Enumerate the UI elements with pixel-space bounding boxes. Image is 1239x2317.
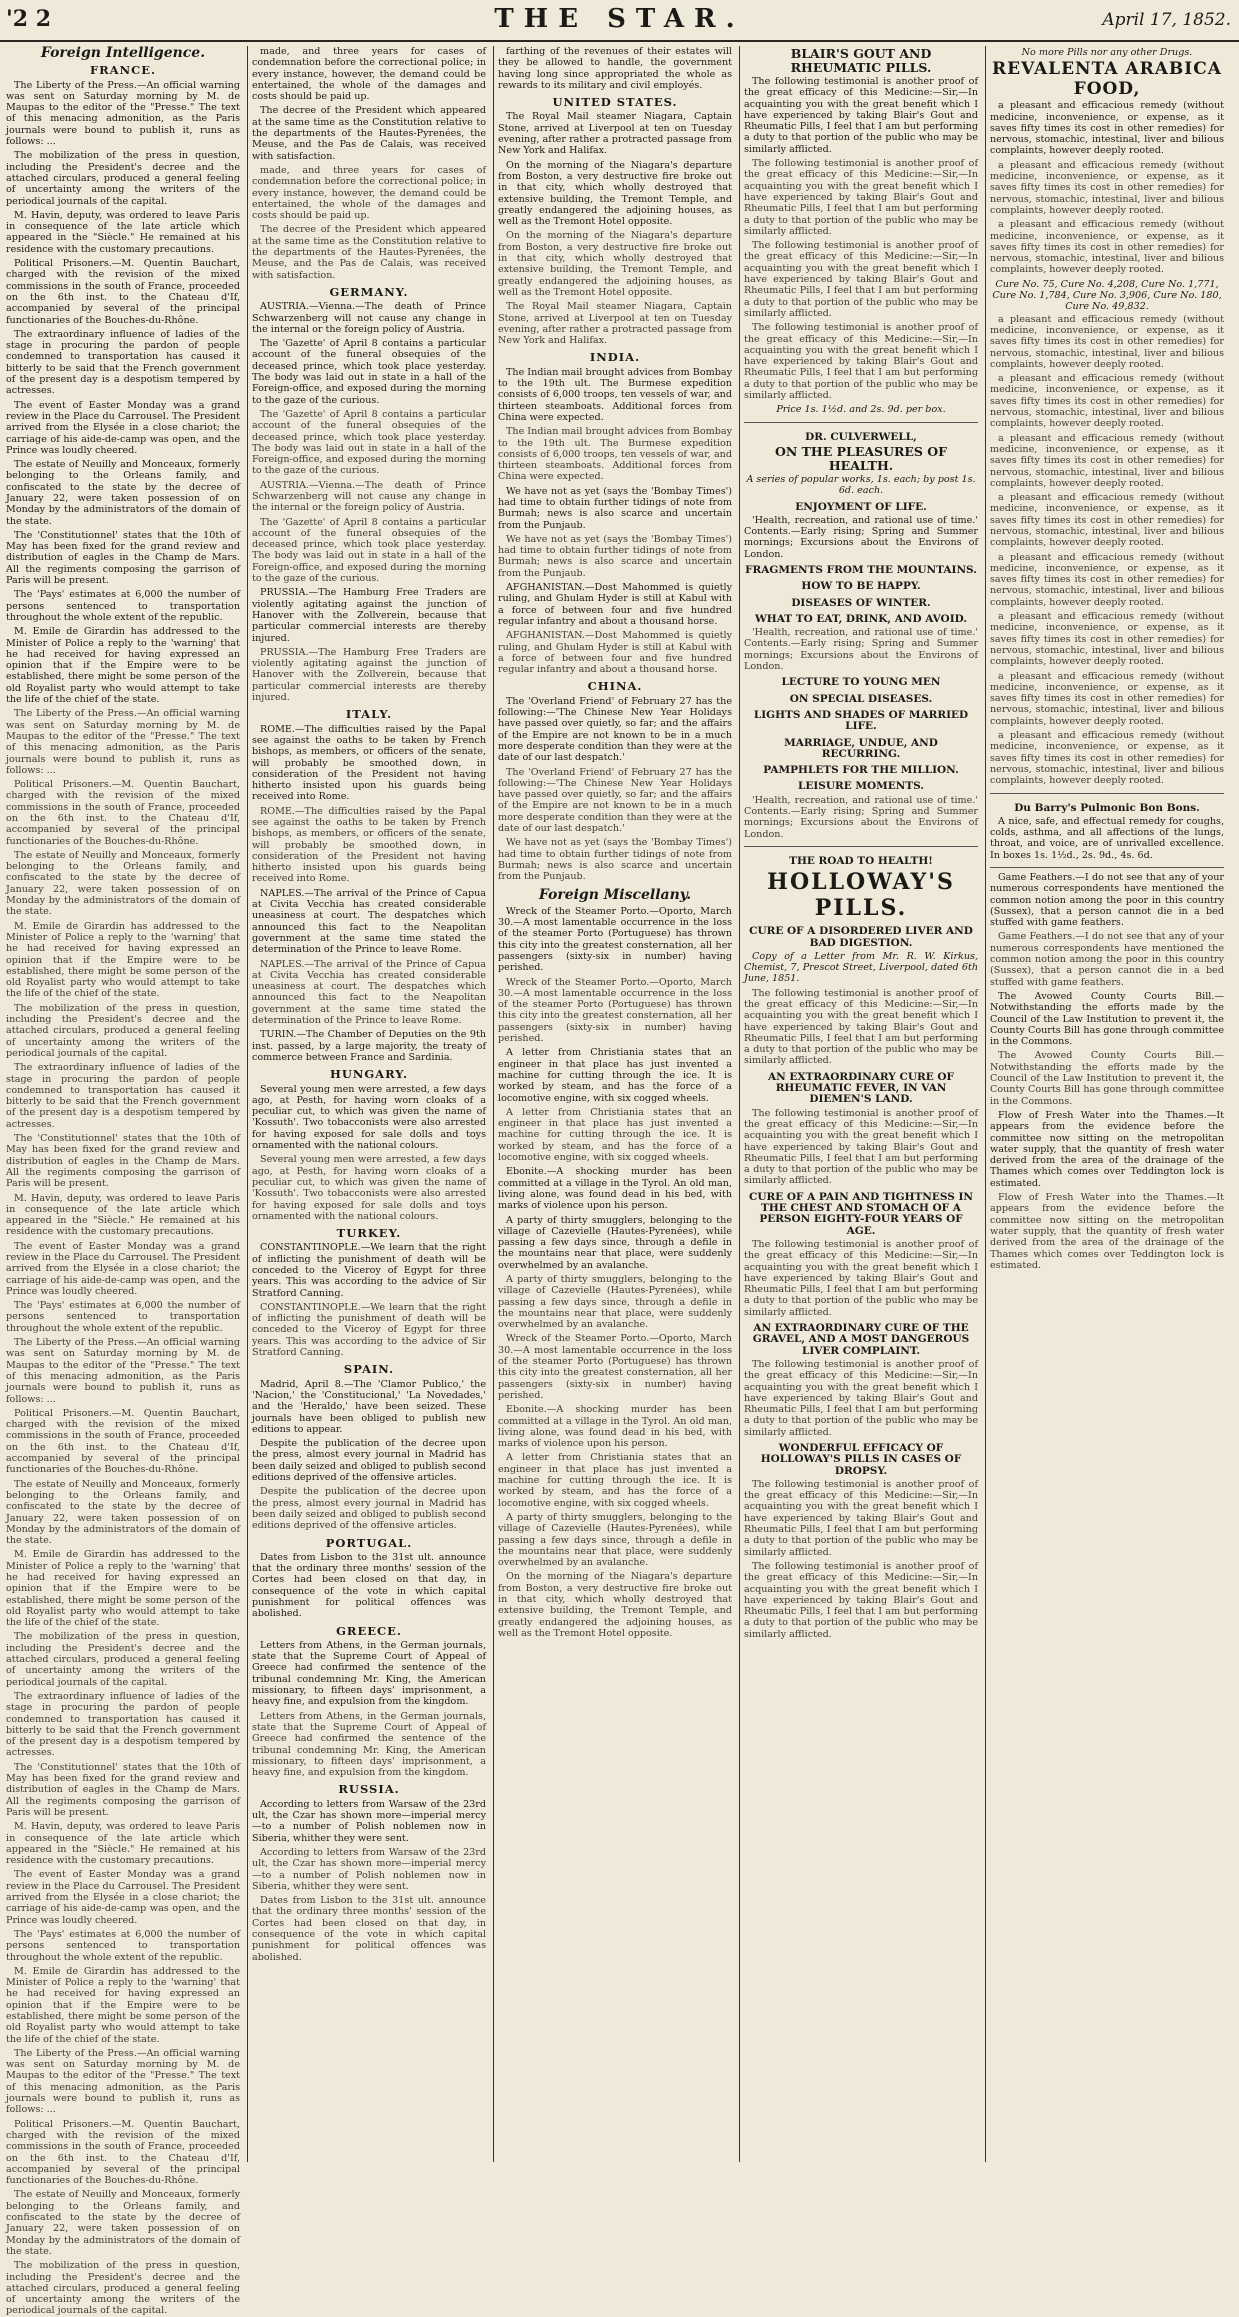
article-paragraph: NAPLES.—The arrival of the Prince of Capua at Civita Vecchia has created considerable uneasiness at court. The despatches which announced this fact to the Neapolitan government at the same time stated the determination of the Prince to leave Rome. xyxy=(252,958,486,1027)
section-heading: Foreign Miscellany. xyxy=(538,887,692,904)
ad-text: A nice, safe, and effectual remedy for coughs, colds, asthma, and all affections of the lungs, throat, and voice, are of unrivalled excellence. In boxes 1s. 1½d., 2s. 9d., 4s. 6d. xyxy=(990,815,1224,861)
ad-subtitle: WONDERFUL EFFICACY OF HOLLOWAY'S PILLS IN CASES OF DROPSY. xyxy=(760,1441,962,1477)
article-paragraph: M. Havin, deputy, was ordered to leave Paris in consequence of the late article which appeared in the "Siècle." He remained at his residence with the customary precautions. xyxy=(6,209,240,255)
article-paragraph: The event of Easter Monday was a grand review in the Place du Carrousel. The President arrived from the Elysée in a close chariot; the carriage of his aide-de-camp was open, and the Prince was loudly cheered. xyxy=(6,1240,240,1297)
ad-price: Price 1s. 1½d. and 2s. 9d. per box. xyxy=(776,404,946,416)
article-paragraph: The Liberty of the Press.—An official warning was sent on Saturday morning by M. de Maupas to the editor of the "Presse." The text of this menacing admonition, as the Paris journals were bound to publish it, runs as follows: ... xyxy=(6,1337,240,1405)
ad-heading: No more Pills nor any other Drugs. xyxy=(1021,47,1193,58)
article-paragraph: According to letters from Warsaw of the 23rd ult, the Czar has shown more—imperial mercy—to a number of Polish noblemen now in Siberia, whither they were sent. xyxy=(252,1798,486,1844)
article-paragraph: The decree of the President which appeared at the same time as the Constitution relative to the departments of the Hautes-Pyrenées, the Meuse, and the Pas de Calais, was received with satisfaction. xyxy=(252,105,486,162)
article-paragraph: AUSTRIA.—Vienna.—The death of Prince Schwarzenberg will not cause any change in the internal or the foreign policy of Austria. xyxy=(252,479,486,514)
article-paragraph: The Royal Mail steamer Niagara, Captain Stone, arrived at Liverpool at ten on Tuesday evening, after rather a protracted passage from New York and Halifax. xyxy=(498,111,732,157)
article-paragraph: A letter from Christiania states that an engineer in that place has just invented a machine for cutting through the ice. It is worked by steam, and has the force of a locomotive engine, with six cogged wheels. xyxy=(498,1452,732,1509)
article-paragraph: The decree of the President which appeared at the same time as the Constitution relative to the departments of the Hautes-Pyrenées, the Meuse, and the Pas de Calais, was received with satisfaction. xyxy=(252,224,486,281)
country-heading: GREECE. xyxy=(336,1623,402,1638)
column-4 xyxy=(744,46,978,2162)
article-paragraph: The extraordinary influence of ladies of the stage in procuring the pardon of people condemned to transportation has caused it bitterly to be said that the French government of the present day is a despotism tempered by actresses. xyxy=(6,1062,240,1130)
article-paragraph: According to letters from Warsaw of the 23rd ult, the Czar has shown more—imperial mercy—to a number of Polish noblemen now in Siberia, whither they were sent. xyxy=(252,1846,486,1892)
article-paragraph: On the morning of the Niagara's departure from Boston, a very destructive fire broke out in that city, which wholly destroyed that extensive building, the Tremont Temple, and greatly endangered the adjoining houses, as well as the Tremont Hotel opposite. xyxy=(498,230,732,298)
article-paragraph: Wreck of the Steamer Porto.—Oporto, March 30.—A most lamentable occurrence in the loss of the steamer Porto (Portuguese) has thrown this city into the greatest consternation, all her passengers (sixty-six in number) having perished. xyxy=(498,1333,732,1401)
ad-heading: DR. CULVERWELL, xyxy=(805,430,917,443)
column-2 xyxy=(252,46,486,2162)
article-paragraph: A party of thirty smugglers, belonging to the village of Cazevielle (Hautes-Pyrenées), while passing a few days since, through a defile in the mountains near that place, were suddenly overwhelmed by an avalanche. xyxy=(498,1511,732,1569)
ad-title: BLAIR'S GOUT AND RHEUMATIC PILLS. xyxy=(790,46,932,75)
article-paragraph: The 'Overland Friend' of February 27 has the following:—'The Chinese New Year Holidays have passed over quietly, so far; and the affairs of the Empire are not known to be in a much more desperate condition than they were at the date of our last despatch.' xyxy=(498,766,732,834)
ad-title: Du Barry's Pulmonic Bon Bons. xyxy=(1014,801,1200,814)
article-paragraph: The Liberty of the Press.—An official warning was sent on Saturday morning by M. de Maupas to the editor of the "Presse." The text of this menacing admonition, as the Paris journals were bound to publish it, runs as follows: ... xyxy=(6,708,240,776)
ad-heading: THE ROAD TO HEALTH! xyxy=(789,854,933,867)
ad-text: Copy of a Letter from Mr. R. W. Kirkus, Chemist, 7, Prescot Street, Liverpool, dated 6th June, 1851. xyxy=(744,950,978,985)
ad-part: MARRIAGE, UNDUE, AND RECURRING. xyxy=(784,736,938,760)
ad-title: ON THE PLEASURES OF HEALTH. xyxy=(774,443,948,473)
ad-text: a pleasant and efficacious remedy (without medicine, inconvenience, or expense, as it saves fifty times its cost in other remedies) for nervous, stomachic, intestinal, liver and bilious complaints, however deeply rooted. xyxy=(990,730,1224,787)
article-paragraph: We have not as yet (says the 'Bombay Times') had time to obtain further tidings of note from Burmah; news is also scarce and uncertain from the Punjaub. xyxy=(498,837,732,883)
article-paragraph: Letters from Athens, in the German journals, state that the Supreme Court of Appeal of Greece had confirmed the sentence of the tribunal condemning Mr. King, the American missionary, to fifteen days' imprisonment, a heavy fine, and expulsion from the kingdom. xyxy=(252,1639,486,1708)
ad-part: LECTURE TO YOUNG MEN xyxy=(781,676,941,689)
ad-text: The following testimonial is another proof of the great efficacy of this Medicine:—Sir,—In acquainting you with the great benefit which I have experienced by taking Blair's Gout and Rheumatic Pills, I feel that I am but performing a duty to that portion of the public who may be similarly afflicted. xyxy=(744,76,978,155)
article-paragraph: Ebonite.—A shocking murder has been committed at a village in the Tyrol. An old man, living alone, was found dead in his bed, with marks of violence upon his person. xyxy=(498,1166,732,1212)
article-paragraph: A letter from Christiania states that an engineer in that place has just invented a machine for cutting through the ice. It is worked by steam, and has the force of a locomotive engine, with six cogged wheels. xyxy=(498,1106,732,1164)
article-paragraph: The estate of Neuilly and Monceaux, formerly belonging to the Orleans family, and confiscated to the state by the decree of January 22, were taken possession of on Monday by the administrators of the domain of the state. xyxy=(6,849,240,918)
ad-subtitle: AN EXTRAORDINARY CURE OF RHEUMATIC FEVER, IN VAN DIEMEN'S LAND. xyxy=(768,1070,954,1106)
ad-part: LIGHTS AND SHADES OF MARRIED LIFE. xyxy=(753,708,969,733)
article-paragraph: AFGHANISTAN.—Dost Mahommed is quietly ruling, and Ghulam Hyder is still at Kabul with a force of between four and five hundred regular infantry and about a thousand horse. xyxy=(498,582,732,627)
ad-text: The following testimonial is another proof of the great efficacy of this Medicine:—Sir,—In acquainting you with the great benefit which I have experienced by taking Blair's Gout and Rheumatic Pills, I feel that I am but performing a duty to that portion of the public who may be similarly afflicted. xyxy=(744,1358,978,1438)
miscellany xyxy=(990,867,1224,1271)
country-heading: RUSSIA. xyxy=(338,1782,400,1797)
article-paragraph: Wreck of the Steamer Porto.—Oporto, March 30.—A most lamentable occurrence in the loss of the steamer Porto (Portuguese) has thrown this city into the greatest consternation, all her passengers (sixty-six in number) having perished. xyxy=(498,976,732,1045)
article-paragraph: The 'Constitutionnel' states that the 10th of May has been fixed for the grand review and distribution of eagles in the Champ de Mars. All the regiments composing the garrison of Paris will be present. xyxy=(6,1133,240,1190)
article-paragraph: The extraordinary influence of ladies of the stage in procuring the pardon of people condemned to transportation has caused it bitterly to be said that the French government of the present day is a despotism tempered by actresses. xyxy=(6,328,240,397)
article-paragraph: Political Prisoners.—M. Quentin Bauchart, charged with the revision of the mixed commissions in the south of France, proceeded on the 6th inst. to the Chateau d'If, accompanied by several of the principal functionaries of the Bouches-du-Rhône. xyxy=(6,258,240,326)
country-heading: HUNGARY. xyxy=(329,1067,409,1082)
article-paragraph: M. Emile de Girardin has addressed to the Minister of Police a reply to the 'warning' that he had received for having expressed an opinion that if the Empire were to be established, there might be some person of the old Royalist party who would attempt to take the life of the chief of the state. xyxy=(6,1549,240,1629)
article-paragraph: M. Emile de Girardin has addressed to the Minister of Police a reply to the 'warning' that he had received for having expressed an opinion that if the Empire were to be established, there might be some person of the old Royalist party who would attempt to take the life of the chief of the state. xyxy=(6,920,240,1000)
article-paragraph: Madrid, April 8.—The 'Clamor Publico,' the 'Nacion,' the 'Constitucional,' 'La Novedades,' and the 'Heraldo,' have been seized. These journals have been obliged to publish new editions to appear. xyxy=(252,1378,486,1435)
advertisement xyxy=(744,846,978,1640)
ad-text: a pleasant and efficacious remedy (without medicine, inconvenience, or expense, as it saves fifty times its cost in other remedies) for nervous, stomachic, intestinal, liver and bilious complaints, however deeply rooted. xyxy=(990,432,1224,489)
ad-part: PAMPHLETS FOR THE MILLION. xyxy=(763,764,959,777)
country-heading: SPAIN. xyxy=(343,1362,395,1377)
article-paragraph: The 'Gazette' of April 8 contains a particular account of the funeral obsequies of the deceased prince, which took place yesterday. The body was laid out in state in a hall of the Foreign-office, and exposed during the morning to the gaze of the curious. xyxy=(252,408,486,477)
ad-part: HOW TO BE HAPPY. xyxy=(801,580,921,593)
ad-part: FRAGMENTS FROM THE MOUNTAINS. xyxy=(745,563,977,576)
article-paragraph: Despite the publication of the decree upon the press, almost every journal in Madrid has been daily seized and obliged to publish second editions deprived of the offensive articles. xyxy=(252,1486,486,1532)
ad-subtitle: CURE OF A PAIN AND TIGHTNESS IN THE CHEST AND STOMACH OF A PERSON EIGHTY-FOUR YEARS OF AGE. xyxy=(748,1190,974,1237)
ad-text: a pleasant and efficacious remedy (without medicine, inconvenience, or expense, as it saves fifty times its cost in other remedies) for nervous, stomachic, intestinal, liver and bilious complaints, however deeply rooted. xyxy=(990,313,1224,370)
section-heading: Foreign Intelligence. xyxy=(40,45,206,61)
article-paragraph: made, and three years for cases of condemnation before the correctional police; in every instance, however, the demand could be entertained, the whole of the damages and costs should be paid up. xyxy=(252,46,486,103)
article-paragraph: The estate of Neuilly and Monceaux, formerly belonging to the Orleans family, and confiscated to the state by the decree of January 22, were taken possession of on Monday by the administrators of the domain of the state. xyxy=(6,2189,240,2257)
ad-subtitle: A series of popular works, 1s. each; by post 1s. 6d. each. xyxy=(746,473,976,497)
ad-text: The following testimonial is another proof of the great efficacy of this Medicine:—Sir,—In acquainting you with the great benefit which I have experienced by taking Blair's Gout and Rheumatic Pills, I feel that I am but performing a duty to that portion of the public who may be similarly afflicted. xyxy=(744,322,978,402)
article-paragraph: The Avowed County Courts Bill.—Notwithstanding the efforts made by the Council of the Law Institution to prevent it, the County Courts Bill has gone through committee in the Commons. xyxy=(990,990,1224,1048)
ad-text: 'Health, recreation, and rational use of time.' Contents.—Early rising; Spring and Summer mornings; Excursions about the Environs of London. xyxy=(744,627,978,673)
article-paragraph: The estate of Neuilly and Monceaux, formerly belonging to the Orleans family, and confiscated to the state by the decree of January 22, were taken possession of on Monday by the administrators of the domain of the state. xyxy=(6,1478,240,1547)
ad-part: DISEASES OF WINTER. xyxy=(791,596,931,609)
article-paragraph: made, and three years for cases of condemnation before the correctional police; in every instance, however, the demand could be entertained, the whole of the damages and costs should be paid up. xyxy=(252,164,486,222)
article-paragraph: The Indian mail brought advices from Bombay to the 19th ult. The Burmese expedition consists of 6,000 troops, ten vessels of war, and thirteen steamboats. Additional forces from China were expected. xyxy=(498,426,732,483)
column-1 xyxy=(6,45,240,2317)
article-paragraph: PRUSSIA.—The Hamburg Free Traders are violently agitating against the junction of Hanover with the Zollverein, because that particular commercial interests are thereby injured. xyxy=(252,646,486,704)
article-paragraph: The 'Gazette' of April 8 contains a particular account of the funeral obsequies of the deceased prince, which took place yesterday. The body was laid out in state in a hall of the Foreign-office, and exposed during the morning to the gaze of the curious. xyxy=(252,338,486,406)
country-heading: CHINA. xyxy=(587,679,643,694)
advertisement xyxy=(744,422,978,840)
ad-text: a pleasant and efficacious remedy (without medicine, inconvenience, or expense, as it saves fifty times its cost in other remedies) for nervous, stomachic, intestinal, liver and bilious complaints, however deeply rooted. xyxy=(990,159,1224,216)
paper-title: THE STAR. xyxy=(494,4,745,34)
ad-text: a pleasant and efficacious remedy (without medicine, inconvenience, or expense, as it saves fifty times its cost in other remedies) for nervous, stomachic, intestinal, liver and bilious complaints, however deeply rooted. xyxy=(990,100,1224,157)
article-paragraph: The Avowed County Courts Bill.—Notwithstanding the efforts made by the Council of the Law Institution to prevent it, the County Courts Bill has gone through committee in the Commons. xyxy=(990,1050,1224,1107)
article-paragraph: Game Feathers.—I do not see that any of your numerous correspondents have mentioned the common notion among the poor in this country (Sussex), that a person cannot die in a bed stuffed with game feathers. xyxy=(990,931,1224,988)
ad-part: ON SPECIAL DISEASES. xyxy=(789,692,933,705)
article-paragraph: AFGHANISTAN.—Dost Mahommed is quietly ruling, and Ghulam Hyder is still at Kabul with a force of between four and five hundred regular infantry and about a thousand horse. xyxy=(498,630,732,676)
article-paragraph: CONSTANTINOPLE.—We learn that the right of inflicting the punishment of death will be conceded to the Viceroy of Egypt for three years. This was according to the advice of Sir Stratford Canning. xyxy=(252,1301,486,1359)
article-paragraph: M. Havin, deputy, was ordered to leave Paris in consequence of the late article which appeared in the "Siècle." He remained at his residence with the customary precautions. xyxy=(6,1192,240,1238)
article-paragraph: The event of Easter Monday was a grand review in the Place du Carrousel. The President arrived from the Elysée in a close chariot; the carriage of his aide-de-camp was open, and the Prince was loudly cheered. xyxy=(6,1869,240,1926)
article-paragraph: TURIN.—The Chamber of Deputies on the 9th inst. passed, by a large majority, the treaty of commerce between France and Sardinia. xyxy=(252,1029,486,1063)
article-paragraph: Ebonite.—A shocking murder has been committed at a village in the Tyrol. An old man, living alone, was found dead in his bed, with marks of violence upon his person. xyxy=(498,1404,732,1450)
article-paragraph: Dates from Lisbon to the 31st ult. announce that the ordinary three months' session of the Cortes had been closed on that day, in consequence of the vote in which capital punishment for political offences was abolished. xyxy=(252,1551,486,1620)
ad-text: The following testimonial is another proof of the great efficacy of this Medicine:—Sir,—In acquainting you with the great benefit which I have experienced by taking Blair's Gout and Rheumatic Pills, I feel that I am but performing a duty to that portion of the public who may be similarly afflicted. xyxy=(744,1238,978,1318)
ad-cures: Cure No. 75, Cure No. 4,208, Cure No. 1,771, Cure No. 1,784, Cure No. 3,906, Cure No. 180, Cure No. 49,832. xyxy=(992,278,1222,313)
article-paragraph: A party of thirty smugglers, belonging to the village of Cazevielle (Hautes-Pyrenées), while passing a few days since, through a defile in the mountains near that place, were suddenly overwhelmed by an avalanche. xyxy=(498,1273,732,1331)
article-paragraph: AUSTRIA.—Vienna.—The death of Prince Schwarzenberg will not cause any change in the internal or the foreign policy of Austria. xyxy=(252,301,486,335)
ad-text: a pleasant and efficacious remedy (without medicine, inconvenience, or expense, as it saves fifty times its cost in other remedies) for nervous, stomachic, intestinal, liver and bilious complaints, however deeply rooted. xyxy=(990,219,1224,276)
article-paragraph: ROME.—The difficulties raised by the Papal see against the oaths to be taken by French bishops, as members, or officers of the senate, will probably be smoothed down, in consideration of the President not having hitherto insisted upon his guards being received into Rome. xyxy=(252,805,486,885)
article-paragraph: Game Feathers.—I do not see that any of your numerous correspondents have mentioned the common notion among the poor in this country (Sussex), that a person cannot die in a bed stuffed with game feathers. xyxy=(990,872,1224,929)
ad-title: HOLLOWAY'S PILLS. xyxy=(767,869,955,922)
ad-text: 'Health, recreation, and rational use of time.' Contents.—Early rising; Spring and Summer mornings; Excursions about the Environs of London. xyxy=(744,794,978,840)
article-paragraph: NAPLES.—The arrival of the Prince of Capua at Civita Vecchia has created considerable uneasiness at court. The despatches which announced this fact to the Neapolitan government at the same time stated the determination of the Prince to leave Rome. xyxy=(252,887,486,956)
article-paragraph: A party of thirty smugglers, belonging to the village of Cazevielle (Hautes-Pyrenées), while passing a few days since, through a defile in the mountains near that place, were suddenly overwhelmed by an avalanche. xyxy=(498,1214,732,1271)
article-paragraph: A letter from Christiania states that an engineer in that place has just invented a machine for cutting through the ice. It is worked by steam, and has the force of a locomotive engine, with six cogged wheels. xyxy=(498,1047,732,1104)
article-paragraph: On the morning of the Niagara's departure from Boston, a very destructive fire broke out in that city, which wholly destroyed that extensive building, the Tremont Temple, and greatly endangered the adjoining houses, as well as the Tremont Hotel opposite. xyxy=(498,1571,732,1639)
ad-title: REVALENTA ARABICA FOOD, xyxy=(992,59,1222,100)
ad-part: LEISURE MOMENTS. xyxy=(797,780,925,793)
article-paragraph: M. Havin, deputy, was ordered to leave Paris in consequence of the late article which appeared in the "Siècle." He remained at his residence with the customary precautions. xyxy=(6,1821,240,1867)
article-paragraph: farthing of the revenues of their estates will they be allowed to handle, the government having long since appropriated the whole as rewards to its military and civil employés. xyxy=(498,46,732,91)
columns xyxy=(4,45,1235,2317)
article-paragraph: The mobilization of the press in question, including the President's decree and the attached circulars, produced a general feeling of uncertainty among the writers of the periodical journals of the capital. xyxy=(6,2260,240,2317)
ad-text: The following testimonial is another proof of the great efficacy of this Medicine:—Sir,—In acquainting you with the great benefit which I have experienced by taking Blair's Gout and Rheumatic Pills, I feel that I am but performing a duty to that portion of the public who may be similarly afflicted. xyxy=(744,1107,978,1187)
ad-text: The following testimonial is another proof of the great efficacy of this Medicine:—Sir,—In acquainting you with the great benefit which I have experienced by taking Blair's Gout and Rheumatic Pills, I feel that I am but performing a duty to that portion of the public who may be similarly afflicted. xyxy=(744,1478,978,1558)
ad-subtitle: CURE OF A DISORDERED LIVER AND BAD DIGESTION. xyxy=(749,925,973,949)
column-3 xyxy=(498,46,732,2162)
article-paragraph: We have not as yet (says the 'Bombay Times') had time to obtain further tidings of note from Burmah; news is also scarce and uncertain from the Punjaub. xyxy=(498,485,732,531)
country-heading: PORTUGAL. xyxy=(325,1535,413,1550)
article-paragraph: Flow of Fresh Water into the Thames.—It appears from the evidence before the committee now sitting on the metropolitan water supply, that the quantity of fresh water derived from the area of the drainage of the Thames which comes over Teddington lock is estimated. xyxy=(990,1192,1224,1271)
article-paragraph: The 'Pays' estimates at 6,000 the number of persons sentenced to transportation throughout the whole extent of the republic. xyxy=(6,1300,240,1334)
article-paragraph: The 'Pays' estimates at 6,000 the number of persons sentenced to transportation throughout the whole extent of the republic. xyxy=(6,1928,240,1963)
ad-text: The following testimonial is another proof of the great efficacy of this Medicine:—Sir,—In acquainting you with the great benefit which I have experienced by taking Blair's Gout and Rheumatic Pills, I feel that I am but performing a duty to that portion of the public who may be similarly afflicted. xyxy=(744,987,978,1067)
article-paragraph: We have not as yet (says the 'Bombay Times') had time to obtain further tidings of note from Burmah; news is also scarce and uncertain from the Punjaub. xyxy=(498,533,732,579)
article-paragraph: Political Prisoners.—M. Quentin Bauchart, charged with the revision of the mixed commissions in the south of France, proceeded on the 6th inst. to the Chateau d'If, accompanied by several of the principal functionaries of the Bouches-du-Rhône. xyxy=(6,2118,240,2187)
article-paragraph: Flow of Fresh Water into the Thames.—It appears from the evidence before the committee now sitting on the metropolitan water supply, that the quantity of fresh water derived from the area of the drainage of the Thames which comes over Teddington lock is estimated. xyxy=(990,1109,1224,1189)
article-paragraph: Wreck of the Steamer Porto.—Oporto, March 30.—A most lamentable occurrence in the loss of the steamer Porto (Portuguese) has thrown this city into the greatest consternation, all her passengers (sixty-six in number) having perished. xyxy=(498,905,732,974)
ad-subtitle: AN EXTRAORDINARY CURE OF THE GRAVEL, AND A MOST DANGEROUS LIVER COMPLAINT. xyxy=(752,1322,970,1357)
article-paragraph: The mobilization of the press in question, including the President's decree and the attached circulars, produced a general feeling of uncertainty among the writers of the periodical journals of the capital. xyxy=(6,1002,240,1059)
ad-text: 'Health, recreation, and rational use of time.' Contents.—Early rising; Spring and Summer mornings; Excursions about the Environs of London. xyxy=(744,514,978,560)
ad-text: a pleasant and efficacious remedy (without medicine, inconvenience, or expense, as it saves fifty times its cost in other remedies) for nervous, stomachic, intestinal, liver and bilious complaints, however deeply rooted. xyxy=(990,670,1224,727)
column-rule xyxy=(493,46,494,2162)
country-heading: ITALY. xyxy=(345,707,393,722)
article-paragraph: Political Prisoners.—M. Quentin Bauchart, charged with the revision of the mixed commissions in the south of France, proceeded on the 6th inst. to the Chateau d'If, accompanied by several of the principal functionaries of the Bouches-du-Rhône. xyxy=(6,1407,240,1476)
ad-text: a pleasant and efficacious remedy (without medicine, inconvenience, or expense, as it saves fifty times its cost in other remedies) for nervous, stomachic, intestinal, liver and bilious complaints, however deeply rooted. xyxy=(990,492,1224,549)
ad-part: WHAT TO EAT, DRINK, AND AVOID. xyxy=(755,612,967,625)
article-paragraph: The Indian mail brought advices from Bombay to the 19th ult. The Burmese expedition consists of 6,000 troops, ten vessels of war, and thirteen steamboats. Additional forces from China were expected. xyxy=(498,366,732,423)
article-paragraph: M. Emile de Girardin has addressed to the Minister of Police a reply to the 'warning' that he had received for having expressed an opinion that if the Empire were to be established, there might be some person of the old Royalist party who would attempt to take the life of the chief of the state. xyxy=(6,1965,240,2045)
article-paragraph: PRUSSIA.—The Hamburg Free Traders are violently agitating against the junction of Hanover with the Zollverein, because that particular commercial interests are thereby injured. xyxy=(252,587,486,644)
country-heading: FRANCE. xyxy=(89,63,157,78)
article-paragraph: The Liberty of the Press.—An official warning was sent on Saturday morning by M. de Maupas to the editor of the "Presse." The text of this menacing admonition, as the Paris journals were bound to publish it, runs as follows: ... xyxy=(6,2047,240,2116)
country-heading: UNITED STATES. xyxy=(552,95,678,110)
ad-text: The following testimonial is another proof of the great efficacy of this Medicine:—Sir,—In acquainting you with the great benefit which I have experienced by taking Blair's Gout and Rheumatic Pills, I feel that I am but performing a duty to that portion of the public who may be similarly afflicted. xyxy=(744,158,978,237)
ad-text: The following testimonial is another proof of the great efficacy of this Medicine:—Sir,—In acquainting you with the great benefit which I have experienced by taking Blair's Gout and Rheumatic Pills, I feel that I am but performing a duty to that portion of the public who may be similarly afflicted. xyxy=(744,1560,978,1640)
article-paragraph: The mobilization of the press in question, including the President's decree and the attached circulars, produced a general feeling of uncertainty among the writers of the periodical journals of the capital. xyxy=(6,150,240,207)
article-paragraph: Dates from Lisbon to the 31st ult. announce that the ordinary three months' session of the Cortes had been closed on that day, in consequence of the vote in which capital punishment for political offences was abolished. xyxy=(252,1895,486,1963)
issue-date: April 17, 1852. xyxy=(1102,10,1231,30)
country-heading: INDIA. xyxy=(589,350,641,365)
article-paragraph: Several young men were arrested, a few days ago, at Pesth, for having worn cloaks of a peculiar cut, to which was given the name of 'Kossuth'. Two tobacconists were also arrested for having exposed for sale dolls and toys ornamented with the national colours. xyxy=(252,1083,486,1152)
article-paragraph: CONSTANTINOPLE.—We learn that the right of inflicting the punishment of death will be conceded to the Viceroy of Egypt for three years. This was according to the advice of Sir Stratford Canning. xyxy=(252,1242,486,1299)
column-rule xyxy=(739,46,740,2162)
column-rule xyxy=(247,46,248,2162)
article-paragraph: The 'Pays' estimates at 6,000 the number of persons sentenced to transportation throughout the whole extent of the republic. xyxy=(6,589,240,623)
article-paragraph: Several young men were arrested, a few days ago, at Pesth, for having worn cloaks of a peculiar cut, to which was given the name of 'Kossuth'. Two tobacconists were also arrested for having exposed for sale dolls and toys ornamented with the national colours. xyxy=(252,1154,486,1222)
article-paragraph: On the morning of the Niagara's departure from Boston, a very destructive fire broke out in that city, which wholly destroyed that extensive building, the Tremont Temple, and greatly endangered the adjoining houses, as well as the Tremont Hotel opposite. xyxy=(498,159,732,228)
article-paragraph: Letters from Athens, in the German journals, state that the Supreme Court of Appeal of Greece had confirmed the sentence of the tribunal condemning Mr. King, the American missionary, to fifteen days' imprisonment, a heavy fine, and expulsion from the kingdom. xyxy=(252,1710,486,1779)
ad-text: a pleasant and efficacious remedy (without medicine, inconvenience, or expense, as it saves fifty times its cost in other remedies) for nervous, stomachic, intestinal, liver and bilious complaints, however deeply rooted. xyxy=(990,611,1224,668)
article-paragraph: M. Emile de Girardin has addressed to the Minister of Police a reply to the 'warning' that he had received for having expressed an opinion that if the Empire were to be established, there might be some person of the old Royalist party who would attempt to take the life of the chief of the state. xyxy=(6,626,240,706)
article-paragraph: ROME.—The difficulties raised by the Papal see against the oaths to be taken by French bishops, as members, or officers of the senate, will probably be smoothed down, in consideration of the President not having hitherto insisted upon his guards being received into Rome. xyxy=(252,723,486,803)
article-paragraph: The estate of Neuilly and Monceaux, formerly belonging to the Orleans family, and confiscated to the state by the decree of January 22, were taken possession of on Monday by the administrators of the domain of the state. xyxy=(6,459,240,527)
article-paragraph: The extraordinary influence of ladies of the stage in procuring the pardon of people condemned to transportation has caused it bitterly to be said that the French government of the present day is a despotism tempered by actresses. xyxy=(6,1690,240,1759)
article-paragraph: The Royal Mail steamer Niagara, Captain Stone, arrived at Liverpool at ten on Tuesday evening, after rather a protracted passage from New York and Halifax. xyxy=(498,301,732,347)
page-number: '2 2 xyxy=(6,6,52,32)
ad-part: ENJOYMENT OF LIFE. xyxy=(795,500,927,513)
masthead xyxy=(0,0,1239,42)
article-paragraph: The mobilization of the press in question, including the President's decree and the attached circulars, produced a general feeling of uncertainty among the writers of the periodical journals of the capital. xyxy=(6,1631,240,1688)
article-paragraph: The 'Gazette' of April 8 contains a particular account of the funeral obsequies of the deceased prince, which took place yesterday. The body was laid out in state in a hall of the Foreign-office, and exposed during the morning to the gaze of the curious. xyxy=(252,516,486,585)
ad-text: The following testimonial is another proof of the great efficacy of this Medicine:—Sir,—In acquainting you with the great benefit which I have experienced by taking Blair's Gout and Rheumatic Pills, I feel that I am but performing a duty to that portion of the public who may be similarly afflicted. xyxy=(744,240,978,319)
article-paragraph: The 'Overland Friend' of February 27 has the following:—'The Chinese New Year Holidays have passed over quietly, so far; and the affairs of the Empire are not known to be in a much more desperate condition than they were at the date of our last despatch.' xyxy=(498,695,732,764)
article-paragraph: The Liberty of the Press.—An official warning was sent on Saturday morning by M. de Maupas to the editor of the "Presse." The text of this menacing admonition, as the Paris journals were bound to publish it, runs as follows: ... xyxy=(6,79,240,148)
country-heading: GERMANY. xyxy=(329,284,409,299)
article-paragraph: The 'Constitutionnel' states that the 10th of May has been fixed for the grand review and distribution of eagles in the Champ de Mars. All the regiments composing the garrison of Paris will be present. xyxy=(6,529,240,587)
advertisement xyxy=(990,793,1224,861)
article-paragraph: Despite the publication of the decree upon the press, almost every journal in Madrid has been daily seized and obliged to publish second editions deprived of the offensive articles. xyxy=(252,1438,486,1484)
country-heading: TURKEY. xyxy=(336,1226,402,1241)
ad-text: a pleasant and efficacious remedy (without medicine, inconvenience, or expense, as it saves fifty times its cost in other remedies) for nervous, stomachic, intestinal, liver and bilious complaints, however deeply rooted. xyxy=(990,373,1224,430)
column-rule xyxy=(985,46,986,2162)
article-paragraph: Political Prisoners.—M. Quentin Bauchart, charged with the revision of the mixed commissions in the south of France, proceeded on the 6th inst. to the Chateau d'If, accompanied by several of the principal functionaries of the Bouches-du-Rhône. xyxy=(6,779,240,847)
ad-text: a pleasant and efficacious remedy (without medicine, inconvenience, or expense, as it saves fifty times its cost in other remedies) for nervous, stomachic, intestinal, liver and bilious complaints, however deeply rooted. xyxy=(990,551,1224,608)
article-paragraph: The 'Constitutionnel' states that the 10th of May has been fixed for the grand review and distribution of eagles in the Champ de Mars. All the regiments composing the garrison of Paris will be present. xyxy=(6,1761,240,1818)
column-5 xyxy=(990,46,1224,2162)
article-paragraph: The event of Easter Monday was a grand review in the Place du Carrousel. The President arrived from the Elysée in a close chariot; the carriage of his aide-de-camp was open, and the Prince was loudly cheered. xyxy=(6,399,240,456)
